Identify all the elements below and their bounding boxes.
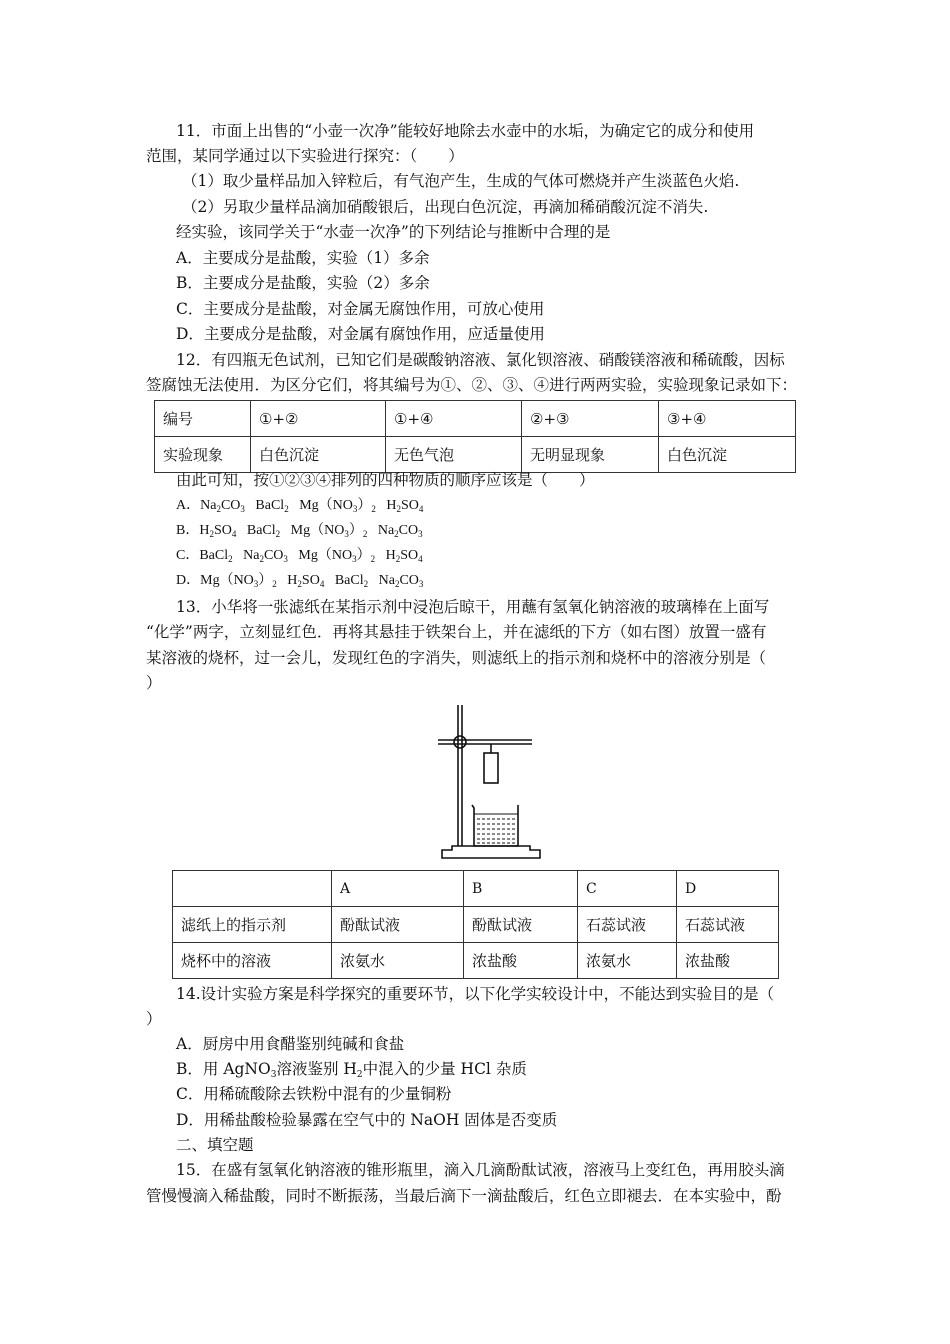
q12-line-2: 签腐蚀无法使用．为区分它们，将其编号为①、②、③、④进行两两实验，实验现象记录如下：	[146, 376, 798, 394]
table-cell: 无明显现象	[522, 437, 659, 473]
q13-line-1: 13．小华将一张滤纸在某指示剂中浸泡后晾干，用蘸有氢氧化钠溶液的玻璃棒在上面写	[176, 598, 770, 616]
table-cell: A	[332, 871, 464, 907]
q13-line-3: 某溶液的烧杯，过一会儿，发现红色的字消失，则滤纸上的指示剂和烧杯中的溶液分别是（	[146, 649, 767, 667]
q11-conclusion: 经实验，该同学关于“水壶一次净”的下列结论与推断中合理的是	[176, 223, 611, 241]
q12-option-b: B．$H_2SO_4$ BaCl$_2$ $Mg(NO_3)_2$ $Na_2CO_3$	[176, 523, 423, 539]
q13-table	[172, 870, 779, 979]
table-cell: 编号	[155, 401, 251, 437]
q11-step-1: （1）取少量样品加入锌粒后，有气泡产生，生成的气体可燃烧并产生淡蓝色火焰.	[182, 172, 740, 190]
table-cell: 白色沉淀	[659, 437, 796, 473]
q14-option-b: B．用 AgNO$_3$溶液鉴别 $H_2$中混入的少量 HCl 杂质	[176, 1060, 527, 1080]
q12-line-1: 12．有四瓶无色试剂，已知它们是碳酸钠溶液、氯化钡溶液、硝酸镁溶液和稀硫酸，因标	[176, 351, 785, 369]
q11-option-c: C．主要成分是盐酸，对金属无腐蚀作用，可放心使用	[176, 300, 545, 318]
table-cell: B	[464, 871, 578, 907]
table-cell: 白色沉淀	[251, 437, 386, 473]
q11-option-a: A．主要成分是盐酸，实验（1）多余	[176, 249, 430, 267]
table-row	[155, 437, 796, 473]
q11-line-2: 范围，某同学通过以下实验进行探究：（ ）	[146, 147, 464, 165]
table-cell: ③+④	[659, 401, 796, 437]
q14-option-a: A．厨房中用食醋鉴别纯碱和食盐	[176, 1035, 405, 1053]
q13-line-2: “化学”两字，立刻显红色．再将其悬挂于铁架台上，并在滤纸的下方（如右图）放置一盛有	[146, 623, 767, 641]
q14-line-2: ）	[146, 1010, 162, 1028]
table-cell: 酚酞试液	[332, 907, 464, 943]
q14-line-1: 14.设计实验方案是科学探究的重要环节，以下化学实较设计中，不能达到实验目的是（	[176, 985, 775, 1003]
q12-table	[154, 400, 796, 473]
table-cell: 烧杯中的溶液	[173, 943, 332, 979]
q11-option-d: D．主要成分是盐酸，对金属有腐蚀作用，应适量使用	[176, 325, 545, 343]
table-cell: 浓氨水	[578, 943, 677, 979]
table-cell: 滤纸上的指示剂	[173, 907, 332, 943]
q12-option-d: D．$Mg(NO_3)_2$ $H_2SO_4$ BaCl$_2$ $Na_2CO_3$	[176, 573, 424, 589]
table-row	[173, 871, 779, 907]
section-heading: 二、填空题	[176, 1136, 254, 1154]
q12-stem: 由此可知，按①②③④排列的四种物质的顺序应该是（ ）	[176, 471, 595, 489]
table-cell	[173, 871, 332, 907]
table-cell: ②+③	[522, 401, 659, 437]
table-row	[173, 907, 779, 943]
table-row	[173, 943, 779, 979]
q11-step-2: （2）另取少量样品滴加硝酸银后，出现白色沉淀，再滴加稀硝酸沉淀不消失.	[182, 198, 709, 216]
table-cell: 酚酞试液	[464, 907, 578, 943]
q14-option-c: C．用稀硫酸除去铁粉中混有的少量铜粉	[176, 1085, 452, 1103]
table-cell: 浓盐酸	[677, 943, 779, 979]
q11-option-b: B．主要成分是盐酸，实验（2）多余	[176, 274, 430, 292]
table-cell: 无色气泡	[386, 437, 522, 473]
q15-line-2: 管慢慢滴入稀盐酸，同时不断振荡，当最后滴下一滴盐酸后，红色立即褪去．在本实验中，酚	[146, 1187, 782, 1205]
q12-option-a: A．$Na_2CO_3$ BaCl$_2$ $Mg(NO_3)_2$ $H_2SO_4$	[176, 498, 424, 514]
iron-stand-beaker-diagram	[430, 700, 550, 865]
table-cell: D	[677, 871, 779, 907]
table-cell: ①+④	[386, 401, 522, 437]
table-cell: 实验现象	[155, 437, 251, 473]
table-cell: ①+②	[251, 401, 386, 437]
table-cell: 浓氨水	[332, 943, 464, 979]
q14-option-d: D．用稀盐酸检验暴露在空气中的 NaOH 固体是否变质	[176, 1111, 558, 1129]
table-cell: 浓盐酸	[464, 943, 578, 979]
q12-option-c: C．BaCl$_2$ $Na_2CO_3$ $Mg(NO_3)_2$ $H_2SO_4$	[176, 548, 423, 564]
table-cell: C	[578, 871, 677, 907]
table-row	[155, 401, 796, 437]
q15-line-1: 15．在盛有氢氧化钠溶液的锥形瓶里，滴入几滴酚酞试液，溶液马上变红色，再用胶头滴	[176, 1161, 785, 1179]
table-cell: 石蕊试液	[578, 907, 677, 943]
table-cell: 石蕊试液	[677, 907, 779, 943]
q13-line-4: ）	[146, 674, 162, 692]
q11-line-1: 11．市面上出售的“小壶一次净”能较好地除去水壶中的水垢，为确定它的成分和使用	[176, 122, 755, 140]
